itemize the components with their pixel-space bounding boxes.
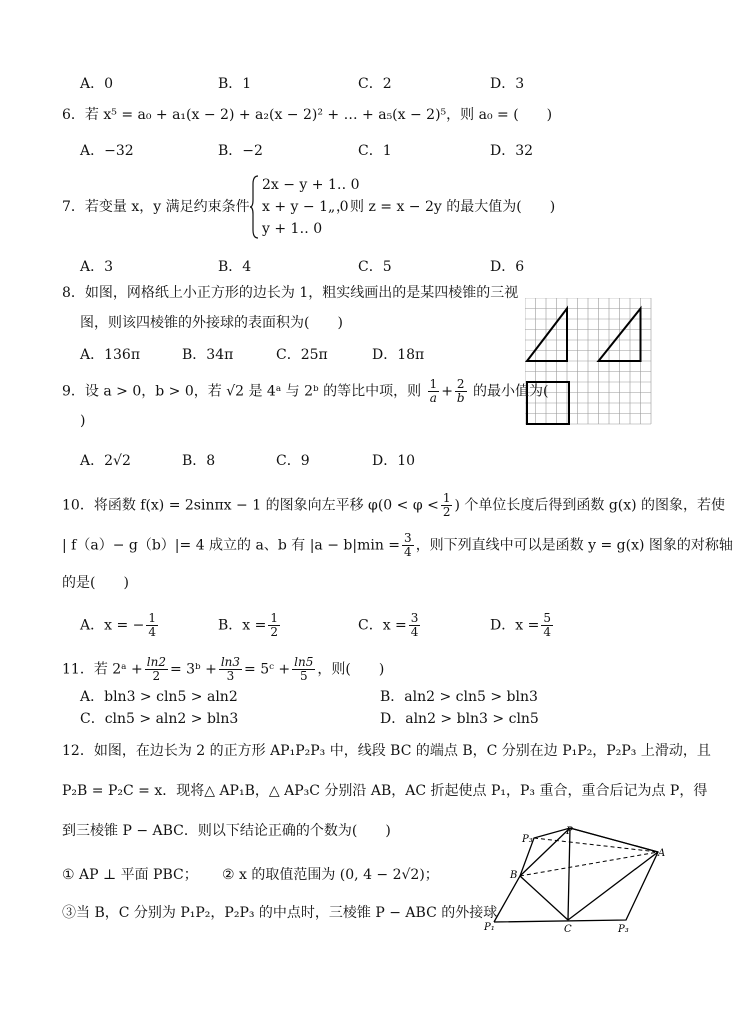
q5-option-b: B．1 [218,76,252,92]
q9-line1 [62,378,548,405]
q7-constraint-2: x + y − 1„ 0 [262,199,349,215]
q8-option-a: A．136π [80,347,141,363]
q7-constraint-system [250,174,360,240]
q7-option-a: A．3 [80,259,114,275]
edge-pa [570,828,658,852]
q12-line2: P₂B = P₂C = x．现将△ AP₁B，△ AP₃C 分别沿 AB，AC 折起使点 P₁，P₃ 重合，重合后记为点 P，得 [62,783,708,799]
q10-frac: $\frac{1}{2}$ [442,491,451,519]
q9-option-d: D．10 [372,453,416,469]
q9-stem-a: 9．设 a > 0，b > 0，若 √2 是 4ᵃ 与 2ᵇ 的等比中项，则 [62,383,422,400]
q5-option-a: A．0 [80,76,114,92]
q10-option-c: C．x = $\frac{3}{4}$ [358,611,419,639]
q9-frac2: $\frac{2}{b}$ [456,377,465,405]
q8-option-d: D．18π [372,347,425,363]
q9-option-c: C．9 [276,453,310,469]
q11-option-a: A．bln3 > cln5 > aln2 [80,689,238,705]
q11-stem: 11．若 2ᵃ + $\frac{\ln 2}{2}$ = 3ᵇ + $\frac{\ln 3}{3}$ = 5ᶜ + $\frac{\ln 5}{5}$ ，则( ) [62,655,385,683]
q11-option-d: D．aln2 > bln3 > cln5 [380,711,539,727]
q9-option-b: B．8 [182,453,216,469]
q8-line1: 8．如图，网格纸上小正方形的边长为 1，粗实线画出的是某四棱锥的三视 [62,285,519,301]
q9-frac1: $\frac{1}{a}$ [429,377,438,405]
q10-line2-frac: $\frac{3}{4}$ [404,531,412,559]
label-p3-bottom: P₃ [618,924,629,934]
q7-prefix: 7．若变量 x，y 满足约束条件 [62,199,250,215]
q12-stmt2: ② x 的取值范围为 (0, 4 − 2√2)； [222,867,439,883]
q10-line2 [62,532,733,559]
q5-option-d: D．3 [490,76,525,92]
q10-option-a: A．x = − $\frac{1}{4}$ [80,611,157,639]
label-p3-top: P₃ [522,834,533,845]
q7-option-d: D．6 [490,259,525,275]
q7-option-b: B．4 [218,259,252,275]
q8-option-c: C．25π [276,347,328,363]
q8-option-b: B．34π [182,347,234,363]
label-p: P [566,826,573,837]
brace-icon [250,174,260,240]
edge-bc [520,876,568,920]
q7-constraint-1: 2x − y + 1‥ 0 [262,177,360,193]
q10-option-d: D．x = $\frac{5}{4}$ [490,611,551,639]
q10-line2-b: ，则下列直线中可以是函数 y = g(x) 图象的对称轴 [415,537,733,554]
q7-constraint-3: y + 1‥ 0 [262,221,323,237]
q9-line2: ) [80,413,86,429]
label-a: A [658,848,666,859]
front-view-triangle [527,309,567,362]
q10-option-b: B．x = $\frac{1}{2}$ [218,611,279,639]
q5-option-c: C．2 [358,76,392,92]
label-b: B [510,870,518,881]
q9-stem-b: 的最小值为( [473,383,549,400]
q10-stem-a: 10．将函数 f(x) = 2sinπx − 1 的图象向左平移 φ(0 < φ < [62,497,439,514]
three-view-figure [525,298,655,426]
q6-option-b: B．−2 [218,143,263,159]
q10-line2-a: | f（a）− g（b）|= 4 成立的 a、b 有 |a − b|min = [62,537,401,554]
q7-option-c: C．5 [358,259,392,275]
q12-line3: 到三棱锥 P − ABC．则以下结论正确的个数为( ) [62,823,391,839]
q11-frac3: $\frac{\ln 5}{5}$ [294,655,314,683]
label-p1: P₁ [484,922,495,933]
q11-frac1: $\frac{\ln 2}{2}$ [146,655,166,683]
q10-stem-b: ) 个单位长度后得到函数 g(x) 的图象，若使 [454,497,726,514]
q6-option-d: D．32 [490,143,534,159]
edge-ca [568,852,658,920]
q12-stmt3: ③当 B，C 分别为 P₁P₂，P₂P₃ 的中点时，三棱锥 P − ABC 的外接球 [62,905,498,921]
q8-line2: 图，则该四棱锥的外接球的表面积为( ) [80,315,343,331]
fold-figure [482,826,672,934]
q9-option-a: A．2√2 [80,453,131,469]
q6-option-c: C．1 [358,143,392,159]
q12-stmt1: ① AP ⊥ 平面 PBC； [62,867,198,883]
q9-plus: + [441,383,453,400]
q11-option-c: C．cln5 > aln2 > bln3 [80,711,239,727]
q7-suffix: ，则 z = x − 2y 的最大值为( ) [336,199,556,215]
label-c: C [564,924,572,934]
q6-stem: 6．若 x⁵ = a₀ + a₁(x − 2) + a₂(x − 2)² + … + a₅(x − 2)⁵，则 a₀ = ( ) [62,107,553,123]
q10-line3: 的是( ) [62,575,129,591]
q10-line1 [62,492,725,519]
q12-line1: 12．如图，在边长为 2 的正方形 AP₁P₂P₃ 中，线段 BC 的端点 B，C 分别在边 P₁P₂，P₂P₃ 上滑动，且 [62,743,711,759]
q11-option-b: B．aln2 > cln5 > bln3 [380,689,538,705]
q6-option-a: A．−32 [80,143,134,159]
outer-outline [494,828,658,922]
q11-frac2: $\frac{\ln 3}{3}$ [220,655,241,683]
